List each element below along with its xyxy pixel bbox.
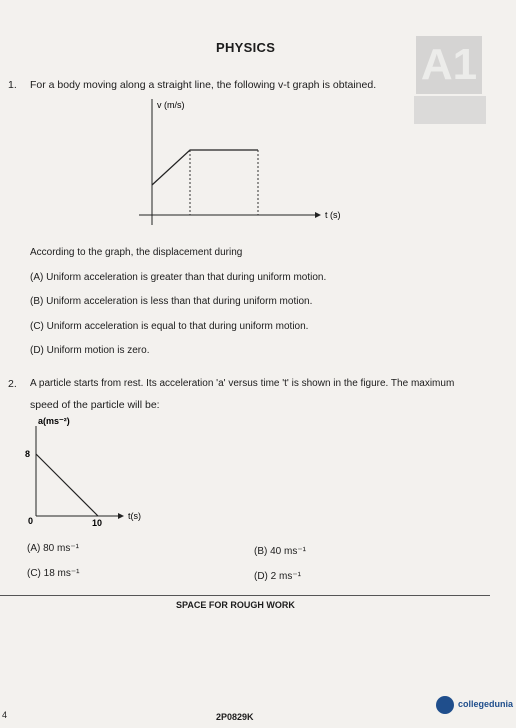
page-title: PHYSICS	[216, 40, 276, 55]
q2-y-tick: 8	[25, 449, 31, 459]
q2-at-graph	[22, 412, 162, 532]
q2-y-axis-label: a(ms⁻²)	[38, 416, 70, 426]
collegedunia-logo-icon	[436, 696, 454, 714]
page-number: 4	[2, 710, 8, 720]
q2-option-b[interactable]: (B) 40 ms⁻¹	[254, 546, 306, 557]
rough-work-label: SPACE FOR ROUGH WORK	[176, 600, 295, 610]
q2-option-c[interactable]: (C) 18 ms⁻¹	[27, 568, 80, 579]
q1-vt-graph	[135, 95, 365, 235]
q2-origin: 0	[28, 516, 34, 526]
q1-option-b[interactable]: (B) Uniform acceleration is less than that during uniform motion.	[30, 296, 313, 307]
q2-text-line1: A particle starts from rest. Its acceleration 'a' versus time 't' is shown in the figure. The maximum	[30, 378, 455, 389]
page-code: 2P0829K	[216, 712, 254, 722]
q2-x-axis-label: t(s)	[128, 511, 141, 521]
q1-lead: According to the graph, the displacement during	[30, 247, 243, 258]
q2-option-a[interactable]: (A) 80 ms⁻¹	[27, 543, 79, 554]
q1-option-d[interactable]: (D) Uniform motion is zero.	[30, 345, 150, 356]
q1-option-a[interactable]: (A) Uniform acceleration is greater than that during uniform motion.	[30, 272, 327, 283]
rough-work-divider	[0, 595, 490, 596]
q2-option-d[interactable]: (D) 2 ms⁻¹	[254, 571, 301, 582]
bleed-stamp-band	[414, 96, 486, 124]
q1-x-axis-label: t (s)	[325, 210, 341, 220]
q1-y-axis-label: v (m/s)	[157, 100, 185, 110]
q1-text: For a body moving along a straight line, the following v-t graph is obtained.	[30, 79, 377, 91]
bleed-stamp: A1	[416, 36, 482, 94]
q2-number: 2.	[8, 378, 17, 390]
q2-x-tick: 10	[92, 518, 103, 528]
q1-option-c[interactable]: (C) Uniform acceleration is equal to that during uniform motion.	[30, 321, 309, 332]
q2-axes	[36, 426, 124, 519]
q1-number: 1.	[8, 79, 17, 91]
brand-name: collegedunia	[458, 699, 514, 709]
q2-text-line2: speed of the particle will be:	[30, 399, 160, 411]
q1-axes	[139, 99, 321, 225]
q2-acceleration-line	[36, 454, 98, 516]
q1-velocity-curve	[152, 150, 258, 185]
